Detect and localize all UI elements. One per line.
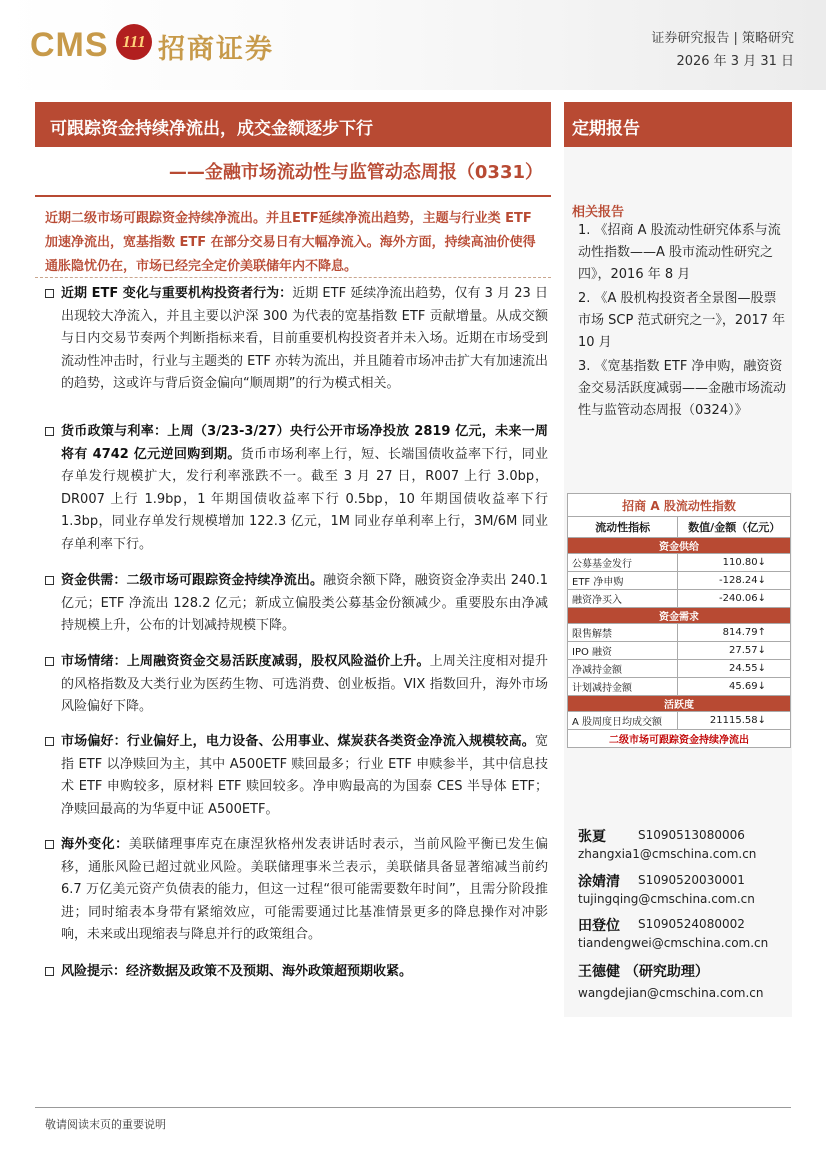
trend-arrow-icon: ↓ — [757, 593, 766, 604]
bullet-head: 货币政策与利率：上周（3/23-3/27）央行公开市场净投放 2819 亿元，未来一周将有 4742 亿元逆回购到期。 — [61, 424, 548, 462]
table-row — [568, 624, 791, 642]
analyst-email[interactable]: wangdejian@cmschina.com.cn — [578, 986, 764, 1000]
bullet-square-icon — [45, 967, 54, 976]
footer-note: 敬请阅读末页的重要说明 — [45, 1118, 166, 1131]
summary: 近期二级市场可跟踪资金持续净流出。并且ETF延续净流出趋势，主题与行业类 ETF 加速净流出，宽基指数 ETF 在部分交易日有大幅净流入。海外方面，持续高油价使得通胀隐忧仍在，市场已经完全定价美联储年内不降息。 — [45, 211, 536, 274]
summary-divider — [35, 277, 551, 278]
table-col-header: 数值/金额（亿元） — [678, 517, 791, 538]
bullet-square-icon — [45, 840, 54, 849]
page-subtitle: ——金融市场流动性与监管动态周报（0331） — [168, 162, 543, 183]
logo-emblem-icon: 111 — [116, 24, 152, 60]
row-value: 27.57↓ — [678, 642, 791, 660]
row-label: 限售解禁 — [568, 624, 678, 642]
trend-arrow-icon: ↓ — [757, 663, 766, 674]
bullet-square-icon — [45, 737, 54, 746]
table-section: 资金需求 — [568, 608, 791, 624]
table-row — [568, 660, 791, 678]
logo-text: CMS — [30, 26, 109, 64]
table-row — [568, 590, 791, 608]
bullet-square-icon — [45, 576, 54, 585]
row-value: 814.79↑ — [678, 624, 791, 642]
row-value: -128.24↓ — [678, 572, 791, 590]
table-footer: 二级市场可跟踪资金持续净流出 — [568, 730, 791, 748]
table-row — [568, 712, 791, 730]
bullet-text: 美联储理事库克在康涅狄格州发表讲话时表示，当前风险平衡已发生偏移，通胀风险已超过就业风险。美联储理事米兰表示，美联储具备显著缩减当前约 6.7 万亿美元资产负债表的能力，但这一过程“很可能需要数年时间”，且需分阶段推进；同时缩表本身带有紧缩效应，可能需要通过比基准情景更多的降息操作对冲影响，未来或出现缩表与降息并行的政策组合。 — [61, 837, 548, 942]
page-title: 可跟踪资金持续净流出，成交金额逐步下行 — [50, 119, 373, 139]
bullet-supply — [45, 570, 548, 638]
table-row — [568, 554, 791, 572]
row-value: 24.55↓ — [678, 660, 791, 678]
table-section: 活跃度 — [568, 696, 791, 712]
trend-arrow-icon: ↓ — [757, 715, 766, 726]
bullet-etf — [45, 283, 548, 396]
report-date: 2026 年 3 月 31 日 — [676, 54, 794, 69]
bullet-sentiment — [45, 651, 548, 719]
row-value: 45.69↓ — [678, 678, 791, 696]
bullet-head: 资金供需：二级市场可跟踪资金持续净流出。 — [61, 573, 324, 588]
bullet-preference — [45, 731, 548, 821]
analyst-email[interactable]: tiandengwei@cmschina.com.cn — [578, 936, 769, 950]
row-label: 公募基金发行 — [568, 554, 678, 572]
related-report-1[interactable]: 1. 《招商 A 股流动性研究体系与流动性指数——A 股市流动性研究之四》，2016 年 8 月 — [578, 223, 781, 282]
related-report-3[interactable]: 3. 《宽基指数 ETF 净申购，融资资金交易活跃度减弱——金融市场流动性与监管动态周报（0324）》 — [578, 359, 787, 418]
analyst-name: 张夏 — [578, 829, 606, 845]
trend-arrow-icon: ↓ — [757, 575, 766, 586]
logo-cn: 招商证券 — [158, 34, 274, 65]
title-divider — [35, 195, 551, 197]
footer-divider — [35, 1107, 791, 1108]
liquidity-table — [567, 493, 791, 748]
row-label: IPO 融资 — [568, 642, 678, 660]
analyst-id: S1090520030001 — [638, 873, 745, 887]
bullet-head: 市场偏好：行业偏好上，电力设备、公用事业、煤炭获各类资金净流入规模较高。 — [61, 734, 535, 749]
row-label: 计划减持金额 — [568, 678, 678, 696]
bullet-risk — [45, 961, 548, 984]
table-col-header: 流动性指标 — [568, 517, 678, 538]
analyst-name: 田登位 — [578, 918, 620, 934]
bullet-text: 宽指 ETF 以净赎回为主，其中 A500ETF 赎回最多；行业 ETF 申赎参半，其中信息技术 ETF 申购较多，原材料 ETF 赎回较多。净申购最高的为国泰 CES 半导体 ETF；净赎回最高的为华夏中证 A500ETF。 — [61, 734, 548, 817]
trend-arrow-icon: ↑ — [757, 627, 766, 638]
table-section: 资金供给 — [568, 538, 791, 554]
row-value: 110.80↓ — [678, 554, 791, 572]
bullet-text: 融资余额下降，融资资金净卖出 240.1 亿元；ETF 净流出 128.2 亿元；新成立偏股类公募基金份额减少。重要股东由净减持规模上升，公布的计划减持规模下降。 — [61, 573, 548, 633]
bullet-head: 市场情绪：上周融资资金交易活跃度减弱，股权风险溢价上升。 — [61, 654, 430, 669]
bullet-head: 近期 ETF 变化与重要机构投资者行为： — [61, 286, 293, 301]
analyst-email[interactable]: zhangxia1@cmschina.com.cn — [578, 847, 757, 861]
analyst-id: S1090513080006 — [638, 828, 745, 842]
trend-arrow-icon: ↓ — [757, 645, 766, 656]
analyst-email[interactable]: tujingqing@cmschina.com.cn — [578, 892, 755, 906]
bullet-head: 海外变化： — [61, 837, 129, 852]
related-report-2[interactable]: 2. 《A 股机构投资者全景图—股票市场 SCP 范式研究之一》，2017 年 10 月 — [578, 291, 786, 350]
bullet-text: 近期 ETF 延续净流出趋势，仅有 3 月 23 日出现较大净流入，并且主要以沪深 300 为代表的宽基指数 ETF 贡献增量。从成交额与日内交易节奏两个判断指标来看，目前重要机构投资者并未入场。近期在市场受到流动性冲击时，行业与主题类的 ETF 亦转为流出，并且随着市场冲击扩大有加速流出的趋势，这或许与背后资金偏向“顺周期”的行为模式相关。 — [61, 286, 548, 391]
row-value: 21115.58↓ — [678, 712, 791, 730]
bullet-monetary — [45, 421, 548, 556]
bullet-square-icon — [45, 657, 54, 666]
table-caption: 招商 A 股流动性指数 — [568, 494, 791, 517]
row-label: ETF 净申购 — [568, 572, 678, 590]
bullet-text: 上周关注度相对提升的风格指数及大类行业为医药生物、可选消费、创业板指。VIX 指数回升，海外市场风险偏好下降。 — [61, 654, 548, 714]
row-value: -240.06↓ — [678, 590, 791, 608]
bullet-square-icon — [45, 289, 54, 298]
sidebar-tag: 定期报告 — [572, 119, 640, 139]
table-row — [568, 642, 791, 660]
row-label: 融资净买入 — [568, 590, 678, 608]
bullet-text: 货币市场利率上行，短、长端国债收益率下行，同业存单发行规模扩大，发行利率涨跌不一。截至 3 月 27 日，R007 上行 3.0bp，DR007 上行 1.9bp，1 年期国债收益率下行 0.5bp，10 年期国债收益率下行 1.3bp，同业存单发行规模增加 122.3 亿元，1M 同业存单利率上行，3M/6M 同业存单利率下行。 — [61, 446, 548, 552]
trend-arrow-icon: ↓ — [757, 681, 766, 692]
related-heading: 相关报告 — [572, 205, 625, 220]
report-type: 证券研究报告 | 策略研究 — [651, 31, 794, 46]
analyst-name: 王德健 （研究助理） — [578, 964, 709, 980]
bullet-head: 风险提示：经济数据及政策不及预期、海外政策超预期收紧。 — [61, 964, 413, 979]
analyst-name: 涂婧清 — [578, 874, 620, 890]
bullet-square-icon — [45, 427, 54, 436]
row-label: A 股周度日均成交额 — [568, 712, 678, 730]
trend-arrow-icon: ↓ — [757, 557, 766, 568]
table-row — [568, 678, 791, 696]
table-row — [568, 572, 791, 590]
row-label: 净减持金额 — [568, 660, 678, 678]
bullet-overseas — [45, 834, 548, 947]
analyst-id: S1090524080002 — [638, 917, 745, 931]
